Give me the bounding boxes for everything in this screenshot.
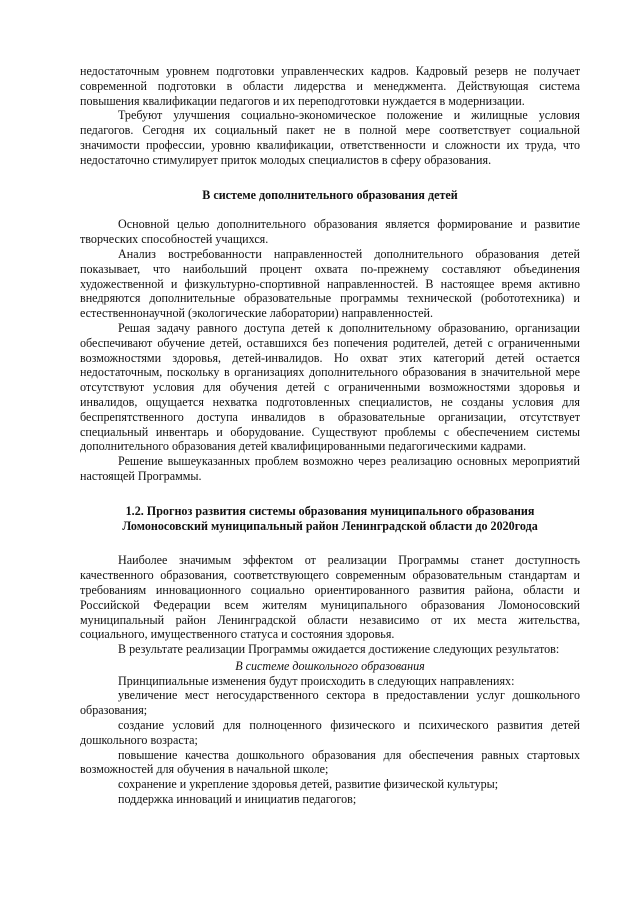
paragraph: Анализ востребованности направленностей дополнительного образования детей показывает, что наибольший процент охвата по-прежнему составляют объединения художественной и физкультурно-спортивной направленностей. В настоящее время активно внедряются дополнительные образовательные программы технической (робототехника) и естественнонаучной (экологические лаборатории) направленностей. <box>80 246 580 321</box>
list-item: увеличение мест негосударственного сектора в предоставлении услуг дошкольного образования; <box>80 688 580 718</box>
list-item: создание условий для полноценного физического и психического развития детей дошкольного возраста; <box>80 718 580 747</box>
paragraph: Наиболее значимым эффектом от реализации Программы станет доступность качественного образования, соответствующего современным образовательным стандартам и требованиям инновационного социально ориентированного развития района, области и Российской Федерации всем жителям муниципального образования Ломоносовский муниципальный район Ленинградской области независимо от их места жительства, социального, имущественного статуса и состояния здоровья. <box>80 553 580 642</box>
paragraph: Решая задачу равного доступа детей к дополнительному образованию, организации обеспечивают обучение детей, оставшихся без попечения родителей, детей с ограниченными возможностями здоровья, детей-инвалидов. Но охват этих категорий детей остается недостаточным, поскольку в организациях дополнительного образования в значительной мере отсутствуют условия для обучения детей с ограниченными возможностями здоровья и инвалидов, ощущается нехватка подготовленных специалистов, не созданы условия для беспрепятственного доступа инвалидов в образовательные организации, отсутствует специальный инвентарь и оборудование. Существуют проблемы с обеспечением системы дополнительного образования детей квалифицированными педагогическими кадрами. <box>80 320 580 454</box>
paragraph: Решение вышеуказанных проблем возможно через реализацию основных мероприятий настоящей Программы. <box>80 454 580 483</box>
paragraph: недостаточным уровнем подготовки управленческих кадров. Кадровый резерв не получает современной подготовки в области лидерства и менеджмента. Действующая система повышения квалификации педагогов и их переподготовки нуждается в модернизации. <box>80 64 580 108</box>
text-column <box>80 64 580 807</box>
list-item: сохранение и укрепление здоровья детей, развитие физической культуры; <box>118 777 499 792</box>
section-heading-line: Ломоносовский муниципальный район Ленинградской области до 2020года <box>122 518 538 533</box>
paragraph: Требуют улучшения социально-экономическое положение и жилищные условия педагогов. Сегодня их социальный пакет не в полной мере соответствует социальной значимости профессии, уровню квалификации, ответственности и сложности их труда, что недостаточно стимулирует приток молодых специалистов в сферу образования. <box>80 108 580 167</box>
section-heading: В системе дополнительного образования детей <box>202 187 458 202</box>
section-heading-block <box>80 504 580 534</box>
list-item: повышение качества дошкольного образования для обеспечения равных стартовых возможностей для обучения в начальной школе; <box>80 747 580 777</box>
paragraph: Основной целью дополнительного образования является формирование и развитие творческих способностей учащихся. <box>80 217 580 247</box>
paragraph: Принципиальные изменения будут происходить в следующих направлениях: <box>118 673 515 688</box>
list-item: поддержка инноваций и инициатив педагогов; <box>118 792 357 807</box>
subsection-heading: В системе дошкольного образования <box>235 658 425 673</box>
section-heading-line: 1.2. Прогноз развития системы образования муниципального образования <box>125 503 535 518</box>
paragraph: В результате реализации Программы ожидается достижение следующих результатов: <box>118 642 560 657</box>
